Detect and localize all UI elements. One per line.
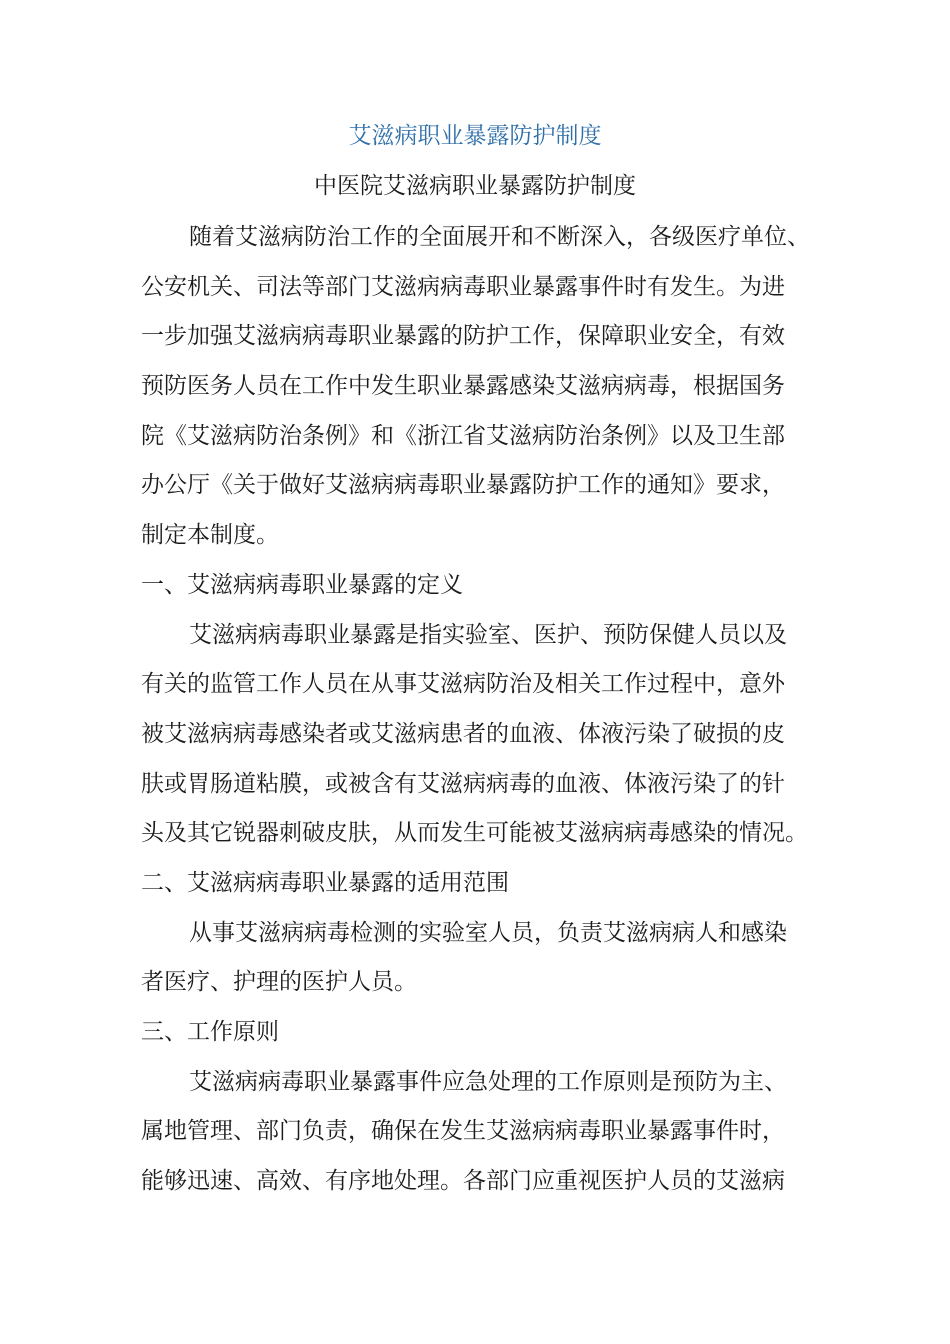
text-line-19: 属地管理、部门负责，确保在发生艾滋病病毒职业暴露事件时，: [141, 1118, 785, 1145]
section-heading-1: 一、艾滋病病毒职业暴露的定义: [141, 571, 463, 598]
text-line-9: 艾滋病病毒职业暴露是指实验室、医护、预防保健人员以及: [189, 621, 787, 648]
document-body: [141, 218, 831, 1212]
text-line-13: 头及其它锐器刺破皮肤，从而发生可能被艾滋病病毒感染的情况。: [141, 820, 808, 847]
text-line-1: 随着艾滋病防治工作的全面展开和不断深入，各级医疗单位、: [189, 224, 810, 250]
text-line-18: 艾滋病病毒职业暴露事件应急处理的工作原则是预防为主、: [189, 1068, 787, 1095]
text-line-7: 制定本制度。: [141, 522, 279, 549]
text-line-3: 一步加强艾滋病病毒职业暴露的防护工作，保障职业安全，有效: [141, 323, 785, 350]
document-subtitle: 中医院艾滋病职业暴露防护制度: [314, 173, 636, 199]
text-line-20: 能够迅速、高效、有序地处理。各部门应重视医护人员的艾滋病: [141, 1168, 785, 1195]
text-line-12: 肤或胃肠道粘膜，或被含有艾滋病病毒的血液、体液污染了的针: [141, 770, 785, 797]
text-line-4: 预防医务人员在工作中发生职业暴露感染艾滋病病毒，根据国务: [141, 373, 785, 400]
section-heading-2: 二、艾滋病病毒职业暴露的适用范围: [141, 869, 509, 896]
document-title: 艾滋病职业暴露防护制度: [348, 123, 602, 149]
text-line-11: 被艾滋病病毒感染者或艾滋病患者的血液、体液污染了破损的皮: [141, 720, 785, 747]
text-line-2: 公安机关、司法等部门艾滋病病毒职业暴露事件时有发生。为进: [141, 273, 785, 300]
text-line-10: 有关的监管工作人员在从事艾滋病防治及相关工作过程中，意外: [141, 671, 785, 698]
text-line-16: 者医疗、护理的医护人员。: [141, 969, 417, 996]
section-heading-3: 三、工作原则: [141, 1019, 279, 1045]
text-line-15: 从事艾滋病病毒检测的实验室人员，负责艾滋病病人和感染: [189, 919, 787, 946]
text-line-6: 办公厅《关于做好艾滋病病毒职业暴露防护工作的通知》要求，: [141, 472, 785, 499]
text-line-5: 院《艾滋病防治条例》和《浙江省艾滋病防治条例》以及卫生部: [141, 422, 785, 449]
